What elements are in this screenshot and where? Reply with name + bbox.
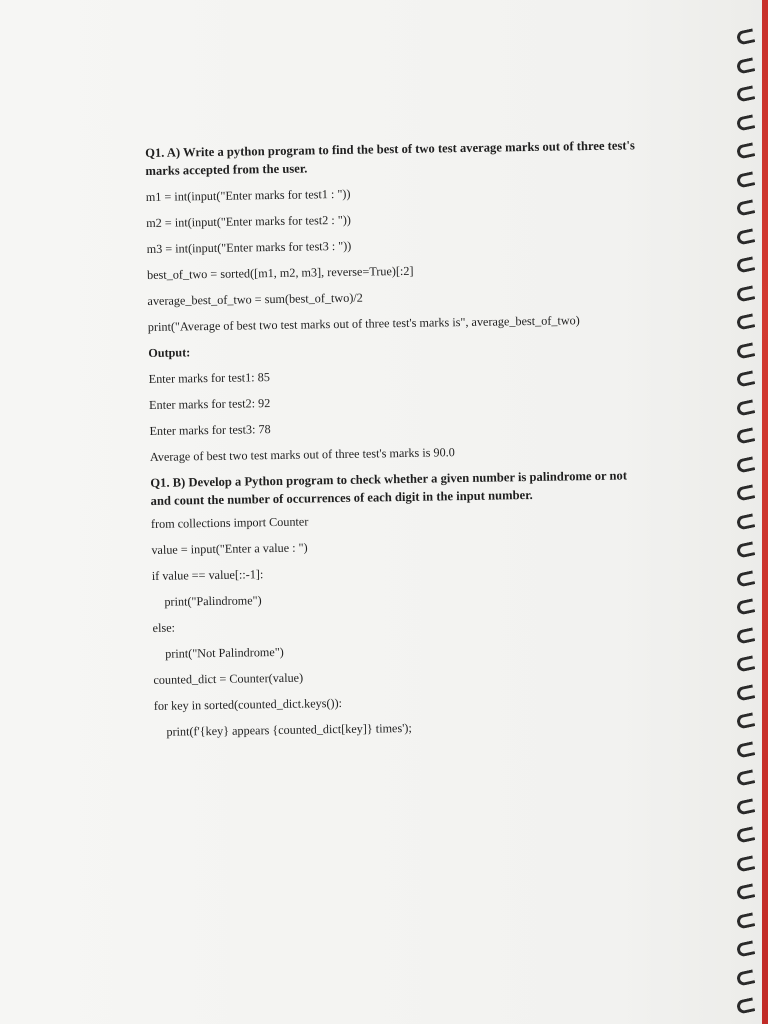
q1a-code-line-6: print("Average of best two test marks out of three test's marks is", average_best_of_two) bbox=[147, 313, 580, 334]
spiral-binding bbox=[726, 0, 768, 1024]
binding-ring bbox=[736, 826, 756, 843]
binding-ring bbox=[736, 256, 756, 273]
output-heading: Output: bbox=[148, 345, 191, 360]
q1b-code-line-10: for key in sorted(counted_dict.keys()): bbox=[153, 695, 343, 713]
binding-ring bbox=[736, 684, 756, 701]
binding-ring bbox=[736, 142, 756, 159]
q1b-code-line-4: if value == value[::-1]: bbox=[151, 567, 264, 583]
q1a-code-line-5: average_best_of_two = sum(best_of_two)/2 bbox=[147, 290, 363, 308]
binding-ring bbox=[736, 741, 756, 758]
binding-ring bbox=[736, 342, 756, 359]
output-line-3: Enter marks for test3: 78 bbox=[149, 422, 271, 438]
output-line-2: Enter marks for test2: 92 bbox=[148, 396, 271, 412]
binding-ring bbox=[736, 798, 756, 815]
binding-ring bbox=[736, 997, 756, 1014]
q1a-code-line-3: m3 = int(input("Enter marks for test3 : ")) bbox=[146, 238, 352, 256]
binding-ring bbox=[736, 940, 756, 957]
binding-ring bbox=[736, 627, 756, 644]
binding-ring bbox=[736, 85, 756, 102]
output-line-4: Average of best two test marks out of three test's marks is 90.0 bbox=[149, 445, 455, 464]
red-cover-edge bbox=[762, 0, 768, 1024]
binding-ring bbox=[736, 969, 756, 986]
binding-ring bbox=[736, 114, 756, 131]
binding-ring bbox=[736, 285, 756, 302]
binding-ring bbox=[736, 541, 756, 558]
q1a-code-line-1: m1 = int(input("Enter marks for test1 : ")) bbox=[145, 186, 351, 204]
q1b-code-line-9: counted_dict = Counter(value) bbox=[153, 670, 304, 687]
q1a-title: Q1. A) Write a python program to find the best of two test average marks out of three test's marks accepted from the user. bbox=[145, 138, 636, 178]
document-content bbox=[145, 136, 654, 751]
q1b-code-line-11: print(f'{key} appears {counted_dict[key]} times'); bbox=[154, 720, 412, 739]
q1b-title: Q1. B) Develop a Python program to check whether a given number is palindrome or not and count the number of occurrences of each digit in the input number. bbox=[150, 468, 628, 508]
binding-ring bbox=[736, 456, 756, 473]
binding-ring bbox=[736, 598, 756, 615]
binding-ring bbox=[736, 912, 756, 929]
binding-ring bbox=[736, 855, 756, 872]
binding-ring bbox=[736, 712, 756, 729]
binding-ring bbox=[736, 399, 756, 416]
binding-ring bbox=[736, 199, 756, 216]
binding-ring bbox=[736, 28, 756, 45]
binding-ring bbox=[736, 171, 756, 188]
binding-ring bbox=[736, 313, 756, 330]
q1b-code-line-6: else: bbox=[152, 620, 176, 635]
output-line-1: Enter marks for test1: 85 bbox=[148, 370, 270, 386]
binding-ring bbox=[736, 655, 756, 672]
binding-ring bbox=[736, 883, 756, 900]
binding-ring bbox=[736, 769, 756, 786]
binding-ring bbox=[736, 427, 756, 444]
q1a-code-line-2: m2 = int(input("Enter marks for test2 : ")) bbox=[146, 212, 351, 230]
q1b-code-line-1: from collections import Counter bbox=[150, 514, 309, 531]
binding-ring bbox=[736, 57, 756, 74]
q1a-code-line-4: best_of_two = sorted([m1, m2, m3], reverse=True)[:2] bbox=[146, 263, 414, 282]
binding-ring bbox=[736, 484, 756, 501]
binding-ring bbox=[736, 513, 756, 530]
q1b-code-line-7: print("Not Palindrome") bbox=[152, 644, 284, 661]
binding-ring bbox=[736, 570, 756, 587]
binding-ring bbox=[736, 370, 756, 387]
binding-ring bbox=[736, 228, 756, 245]
q1b-code-line-3: value = input("Enter a value : ") bbox=[151, 540, 308, 557]
q1b-code-line-5: print("Palindrome") bbox=[152, 593, 262, 609]
